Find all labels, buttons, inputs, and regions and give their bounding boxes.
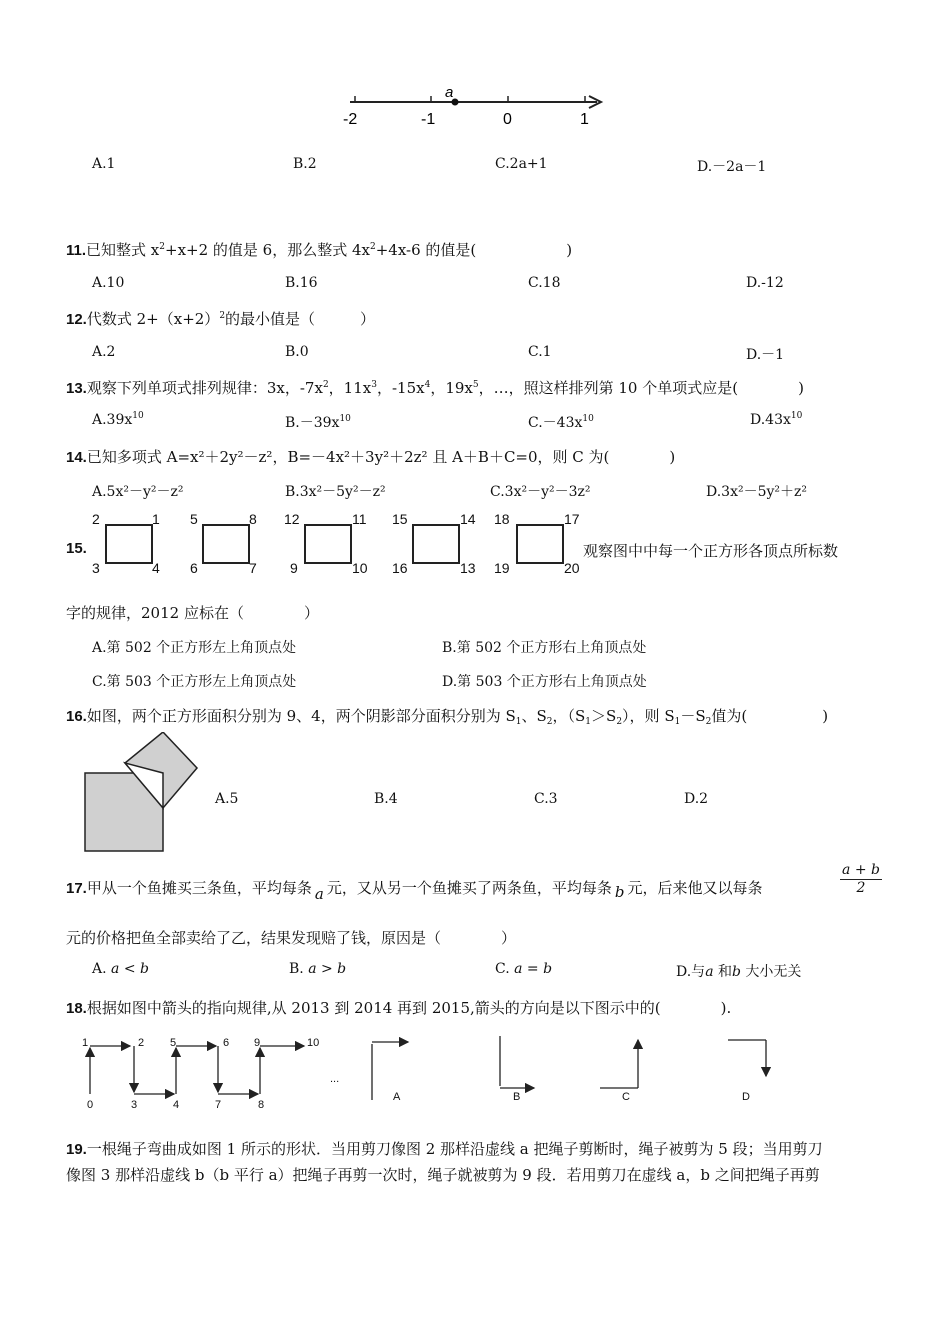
question-text: 像图 3 那样沿虚线 b（b 平行 a）把绳子再剪一次时，绳子就被剪为 9 段．若用剪刀在虚线 a，b 之间把绳子再剪 (66, 1166, 820, 1184)
arrow-label: 4 (173, 1099, 180, 1111)
option-math: a > b (308, 961, 347, 977)
arrow-pattern-figure (78, 1032, 798, 1112)
question-text: ，…，照这样排列第 10 个单项式应是( ) (478, 379, 804, 397)
fraction-numerator: a + b (840, 862, 882, 880)
tick-label: 1 (580, 111, 589, 128)
square-2 (202, 524, 250, 564)
exponent: 2 (322, 380, 329, 390)
question-text: 已知多项式 A=x²＋2y²－z²，B=－4x²＋3y²＋2z² 且 A＋B＋C=0，则 C 为( ) (86, 448, 676, 466)
vertex-label: 17 (564, 511, 580, 527)
question-text: 已知整式 x (86, 241, 160, 259)
question-number: 17. (66, 880, 87, 897)
option-c[interactable]: C.2a+1 (495, 156, 548, 172)
square-1 (105, 524, 153, 564)
vertex-label: 9 (290, 560, 298, 576)
question-text: 甲从一个鱼摊买三条鱼，平均每条 (86, 879, 312, 897)
exponent: 2 (370, 242, 376, 252)
option-text: 大小无关 (745, 964, 802, 980)
option-label: D.与 (676, 964, 706, 980)
question-number: 11. (66, 242, 87, 259)
choice-label: B (513, 1091, 521, 1103)
question-text: 元，又从另一个鱼摊买了两条鱼，平均每条 (326, 879, 612, 897)
choice-label: A (393, 1091, 401, 1103)
question-text: ＞S (591, 707, 617, 725)
option-c[interactable]: C.18 (528, 275, 561, 291)
option-a[interactable]: A.第 502 个正方形左上角顶点处 (92, 640, 297, 656)
vertex-label: 3 (92, 560, 100, 576)
option-a[interactable] (92, 412, 144, 428)
option-b[interactable]: B.16 (285, 275, 318, 291)
fraction-denominator: 2 (856, 880, 866, 896)
tick-label: -1 (421, 111, 436, 128)
question-11 (66, 239, 572, 260)
question-text: 值为( ) (711, 707, 829, 725)
square-3 (304, 524, 352, 564)
arrow-label: 3 (131, 1099, 138, 1111)
exponent: 4 (424, 380, 431, 390)
option-a[interactable] (92, 961, 149, 977)
subscript: 1 (674, 717, 681, 727)
option-d[interactable]: D.－1 (746, 347, 785, 363)
vertex-label: 19 (494, 560, 510, 576)
option-text: 和 (718, 964, 732, 980)
vertex-label: 5 (190, 511, 198, 527)
subscript: 2 (616, 717, 623, 727)
question-18 (66, 997, 731, 1018)
option-a[interactable]: A.1 (92, 156, 116, 172)
option-label: B. (289, 961, 304, 977)
vertex-label: 16 (392, 560, 408, 576)
option-c[interactable] (495, 961, 552, 977)
question-text: ，-15x (376, 379, 425, 397)
exponent: 10 (790, 411, 803, 421)
subscript: 2 (546, 717, 553, 727)
arrow-label: 0 (87, 1099, 94, 1111)
question-number: 13. (66, 380, 87, 397)
exponent: 10 (132, 411, 144, 421)
subscript: 1 (585, 717, 592, 727)
question-12 (66, 308, 375, 329)
point-a-label: a (445, 84, 454, 101)
square-5 (516, 524, 564, 564)
vertex-label: 20 (564, 560, 580, 576)
option-b[interactable]: B.4 (374, 791, 398, 807)
option-a[interactable]: A.10 (92, 275, 125, 291)
option-b[interactable]: B.0 (285, 344, 309, 360)
option-math: b (732, 964, 741, 980)
vertex-label: 1 (152, 511, 160, 527)
choice-label: D (742, 1091, 750, 1103)
option-a[interactable]: A.5x²－y²－z² (92, 484, 184, 500)
option-b[interactable]: B.3x²－5y²－z² (285, 484, 386, 500)
option-a[interactable]: A.2 (92, 344, 116, 360)
option-b[interactable]: B.2 (293, 156, 317, 172)
question-text: －S (680, 707, 706, 725)
arrow-label: 9 (254, 1037, 261, 1049)
vertex-label: 2 (92, 511, 100, 527)
question-text: 、S (521, 707, 547, 725)
option-text: C.－43x (528, 415, 583, 431)
question-text: 根据如图中箭头的指向规律,从 2013 到 2014 再到 2015,箭头的方向是以下图示中的( ). (86, 999, 732, 1017)
exponent: 5 (472, 380, 479, 390)
option-d[interactable]: D.-12 (746, 275, 784, 291)
option-text: D.43x (750, 412, 791, 428)
vertex-label: 12 (284, 511, 300, 527)
question-text: 如图，两个正方形面积分别为 9、4，两个阴影部分面积分别为 S (86, 707, 516, 725)
ellipsis: ... (330, 1073, 340, 1085)
variable-b: b (614, 883, 625, 901)
option-text: A.39x (92, 412, 133, 428)
vertex-label: 10 (352, 560, 368, 576)
option-b[interactable]: B.第 502 个正方形右上角顶点处 (442, 640, 647, 656)
option-label: A. (92, 961, 107, 977)
option-d[interactable]: D.－2a－1 (697, 159, 767, 175)
option-c[interactable]: C.1 (528, 344, 552, 360)
option-d[interactable]: D.2 (684, 791, 709, 807)
option-d[interactable] (750, 412, 802, 428)
question-17 (66, 877, 763, 903)
option-d[interactable]: D.3x²－5y²＋z² (706, 484, 808, 500)
question-text: +x+2 的值是 6，那么整式 4x (165, 241, 370, 259)
question-number: 12. (66, 311, 87, 328)
question-text: ，11x (328, 379, 372, 397)
exponent: 3 (371, 380, 377, 390)
square-4 (412, 524, 460, 564)
question-number: 18. (66, 1000, 87, 1017)
question-14 (66, 446, 675, 467)
vertex-label: 13 (460, 560, 476, 576)
option-b[interactable] (289, 961, 346, 977)
arrow-label: 1 (82, 1037, 89, 1049)
arrow-label: 2 (138, 1037, 145, 1049)
option-c[interactable]: C.3x²－y²－3z² (490, 484, 591, 500)
question-19 (66, 1138, 823, 1159)
question-text: 元，后来他又以每条 (627, 879, 763, 897)
vertex-label: 6 (190, 560, 198, 576)
vertex-label: 15 (392, 511, 408, 527)
option-text: B.－39x (285, 415, 340, 431)
option-math: a < b (111, 961, 149, 977)
option-c[interactable]: C.第 503 个正方形左上角顶点处 (92, 674, 297, 690)
vertex-label: 7 (249, 560, 257, 576)
option-math: a = b (514, 961, 553, 977)
option-label: C. (495, 961, 510, 977)
arrow-label: 5 (170, 1037, 177, 1049)
question-number: 14. (66, 449, 87, 466)
question-text: ，19x (430, 379, 473, 397)
option-d[interactable] (676, 961, 801, 981)
option-b[interactable] (285, 412, 351, 432)
question-text: 观察图中中每一个正方形各顶点所标数 (583, 542, 839, 560)
exponent: 10 (582, 414, 594, 424)
exponent: 10 (339, 414, 351, 424)
question-number: 19. (66, 1141, 87, 1158)
squares-figure (88, 508, 588, 578)
vertex-label: 4 (152, 560, 160, 576)
vertex-label: 8 (249, 511, 257, 527)
arrow-label: 10 (307, 1037, 320, 1049)
fraction (840, 862, 882, 896)
arrow-label: 7 (215, 1099, 222, 1111)
exponent: 2 (219, 311, 226, 321)
tick-label: 0 (503, 111, 512, 128)
question-text: 一根绳子弯曲成如图 1 所示的形状．当用剪刀像图 2 那样沿虚线 a 把绳子剪断时，绳子被剪为 5 段；当用剪刀 (86, 1140, 823, 1158)
tick-label: -2 (343, 111, 358, 128)
subscript: 1 (515, 717, 522, 727)
question-number: 15. (66, 540, 87, 557)
variable-a: a (314, 885, 324, 903)
question-text: 观察下列单项式排列规律：3x，-7x (86, 379, 323, 397)
option-math: a (705, 964, 714, 980)
vertex-label: 11 (352, 511, 367, 527)
question-text: 元的价格把鱼全部卖给了乙，结果发现赔了钱，原因是（ ） (66, 929, 517, 947)
question-text: ），则 S (622, 707, 675, 725)
arrow-label: 6 (223, 1037, 230, 1049)
number-line (335, 84, 615, 129)
question-text: 代数式 2+（x+2） (86, 310, 220, 328)
question-16 (66, 705, 828, 726)
question-13 (66, 377, 804, 398)
option-c[interactable] (528, 412, 594, 432)
subscript: 2 (705, 717, 712, 727)
arrow-label: 8 (258, 1099, 265, 1111)
option-c[interactable]: C.3 (534, 791, 558, 807)
vertex-label: 14 (460, 511, 476, 527)
overlapping-squares-figure (80, 732, 205, 857)
question-text: 的最小值是（ ） (225, 310, 376, 328)
choice-label: C (622, 1091, 630, 1103)
question-text: 字的规律，2012 应标在（ ） (66, 604, 319, 622)
exponent: 2 (159, 242, 165, 252)
vertex-label: 18 (494, 511, 510, 527)
question-number: 16. (66, 708, 87, 725)
question-text: ，（S (552, 707, 586, 725)
option-d[interactable]: D.第 503 个正方形右上角顶点处 (442, 674, 647, 690)
option-a[interactable]: A.5 (215, 791, 239, 807)
question-text: +4x-6 的值是( ) (375, 241, 573, 259)
